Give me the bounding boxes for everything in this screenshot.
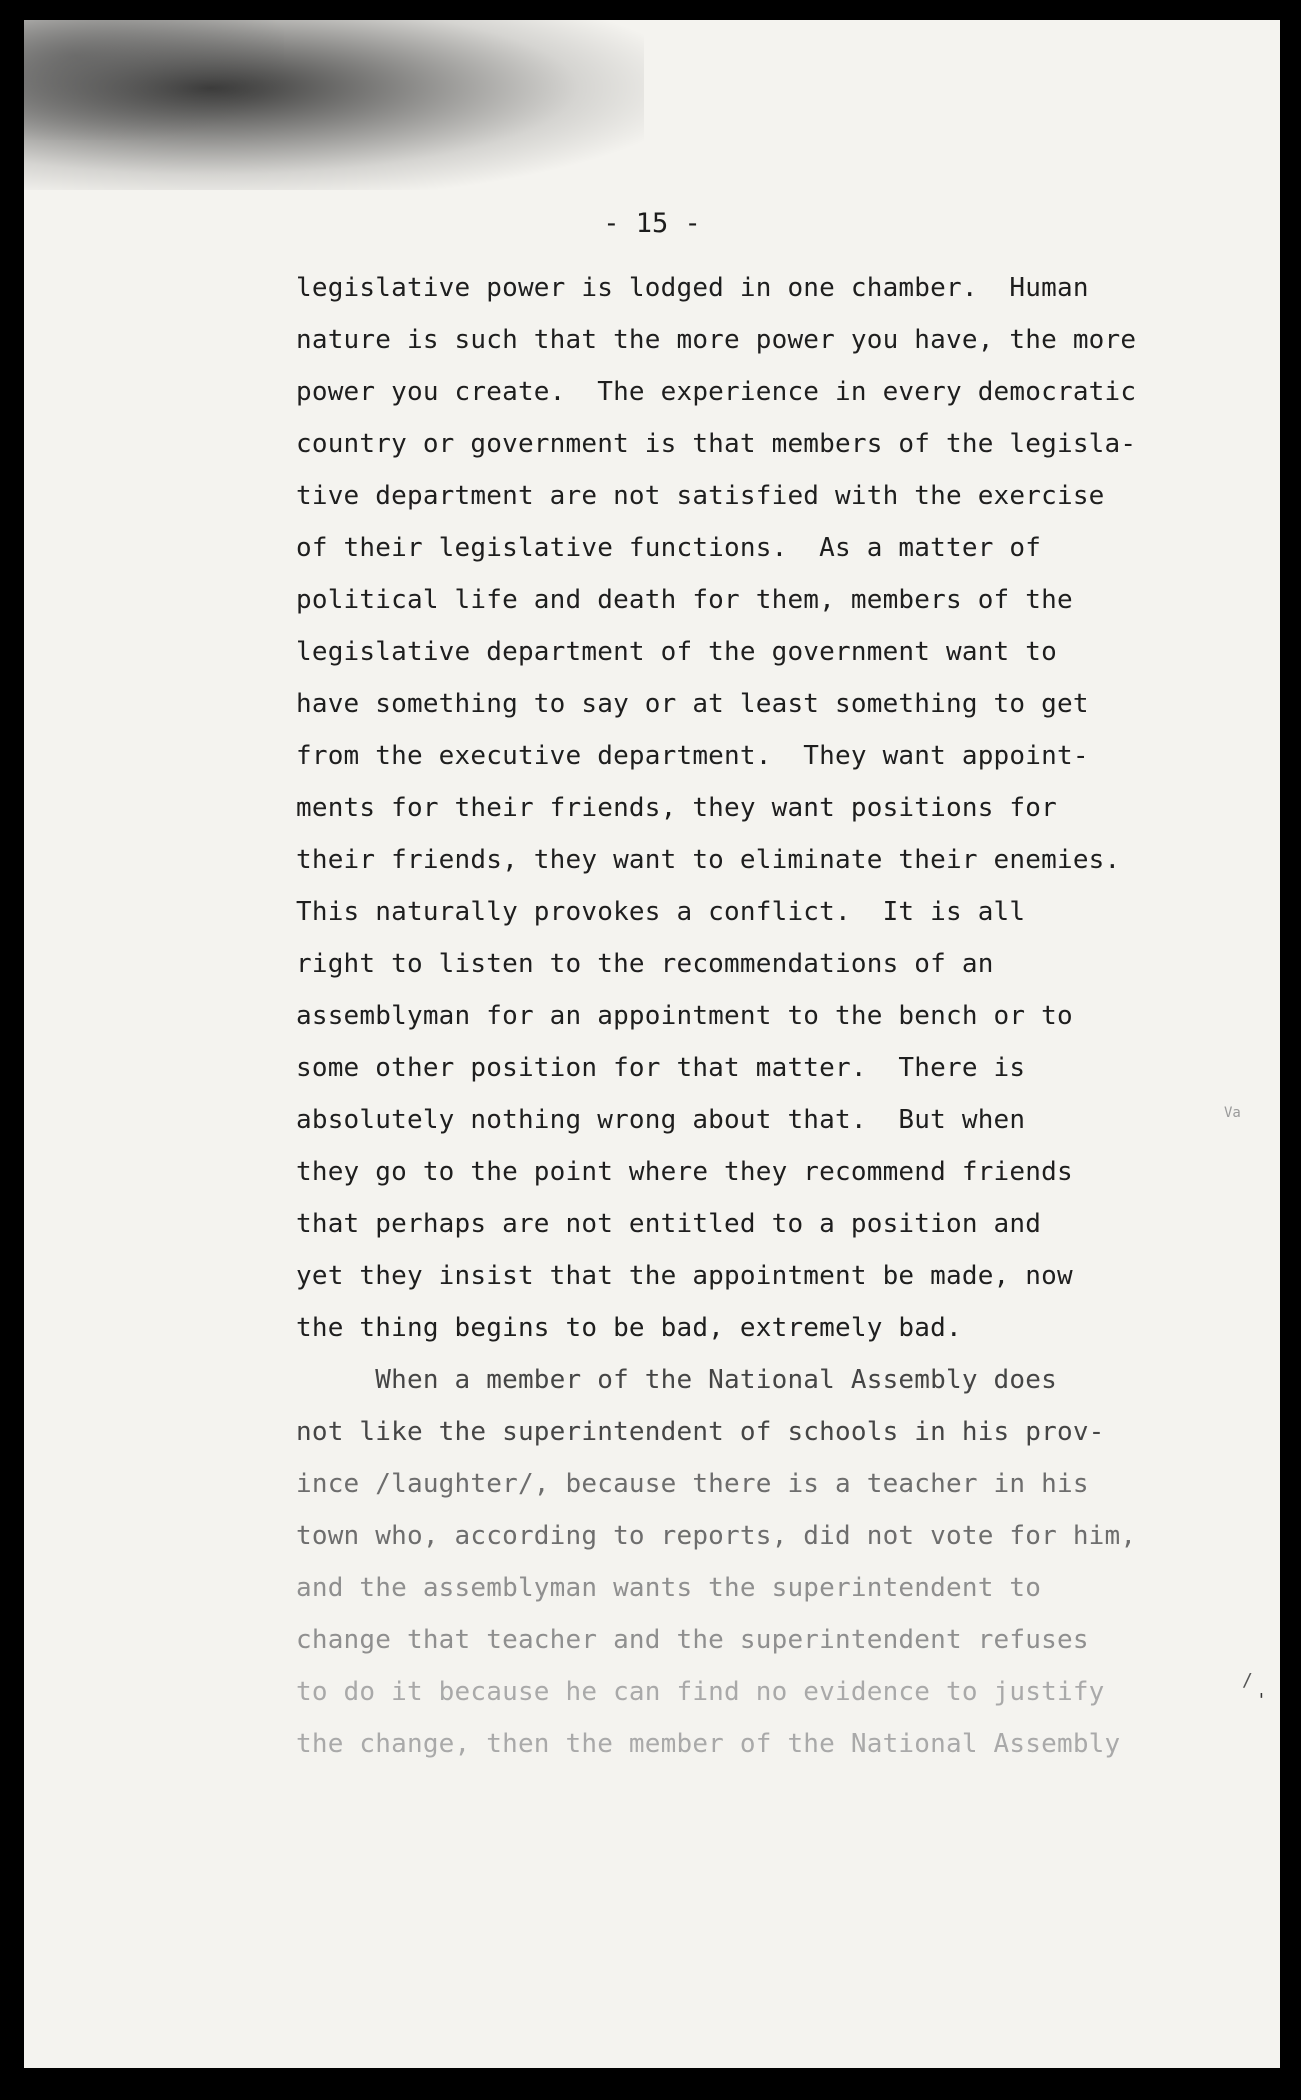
text-line-5: tive department are not satisfied with the exercise <box>296 481 1105 511</box>
margin-dot-mark: ' <box>1256 1690 1267 1711</box>
text-line-1: legislative power is lodged in one chamber. Human <box>296 273 1089 303</box>
text-line-7: political life and death for them, members of the <box>296 585 1073 615</box>
margin-tick-mark: / <box>1242 1670 1253 1691</box>
text-line-26: and the assemblyman wants the superintendent to <box>296 1573 1042 1603</box>
text-line-22: When a member of the National Assembly does <box>296 1365 1057 1395</box>
text-line-10: from the executive department. They want appoint- <box>296 741 1089 771</box>
margin-annotation: Va <box>1224 1105 1241 1121</box>
text-line-21: the thing begins to be bad, extremely bad. <box>296 1313 962 1343</box>
document-page <box>24 20 1280 2068</box>
text-line-12: their friends, they want to eliminate their enemies. <box>296 845 1121 875</box>
ink-smudge-corner <box>24 20 284 140</box>
page-number: - 15 - <box>603 208 701 239</box>
text-line-15: assemblyman for an appointment to the bench or to <box>296 1001 1073 1031</box>
text-line-17: absolutely nothing wrong about that. But when <box>296 1105 1026 1135</box>
text-line-14: right to listen to the recommendations of an <box>296 949 994 979</box>
text-line-24: ince /laughter/, because there is a teacher in his <box>296 1469 1089 1499</box>
text-line-16: some other position for that matter. There is <box>296 1053 1026 1083</box>
text-line-2: nature is such that the more power you have, the more <box>296 325 1137 355</box>
text-line-4: country or government is that members of the legisla- <box>296 429 1137 459</box>
text-line-28: to do it because he can find no evidence to justify <box>296 1677 1105 1707</box>
text-line-8: legislative department of the government want to <box>296 637 1057 667</box>
text-line-18: they go to the point where they recommend friends <box>296 1157 1073 1187</box>
ink-smudge <box>24 20 644 190</box>
typed-body-text <box>296 262 1176 1770</box>
text-line-19: that perhaps are not entitled to a position and <box>296 1209 1042 1239</box>
text-line-13: This naturally provokes a conflict. It is all <box>296 897 1026 927</box>
text-line-29: the change, then the member of the National Assembly <box>296 1729 1121 1759</box>
text-line-27: change that teacher and the superintendent refuses <box>296 1625 1089 1655</box>
text-line-3: power you create. The experience in every democratic <box>296 377 1137 407</box>
text-line-11: ments for their friends, they want positions for <box>296 793 1057 823</box>
text-line-6: of their legislative functions. As a matter of <box>296 533 1042 563</box>
text-line-25: town who, according to reports, did not vote for him, <box>296 1521 1137 1551</box>
text-line-20: yet they insist that the appointment be made, now <box>296 1261 1073 1291</box>
text-line-9: have something to say or at least something to get <box>296 689 1089 719</box>
text-line-23: not like the superintendent of schools in his prov- <box>296 1417 1105 1447</box>
